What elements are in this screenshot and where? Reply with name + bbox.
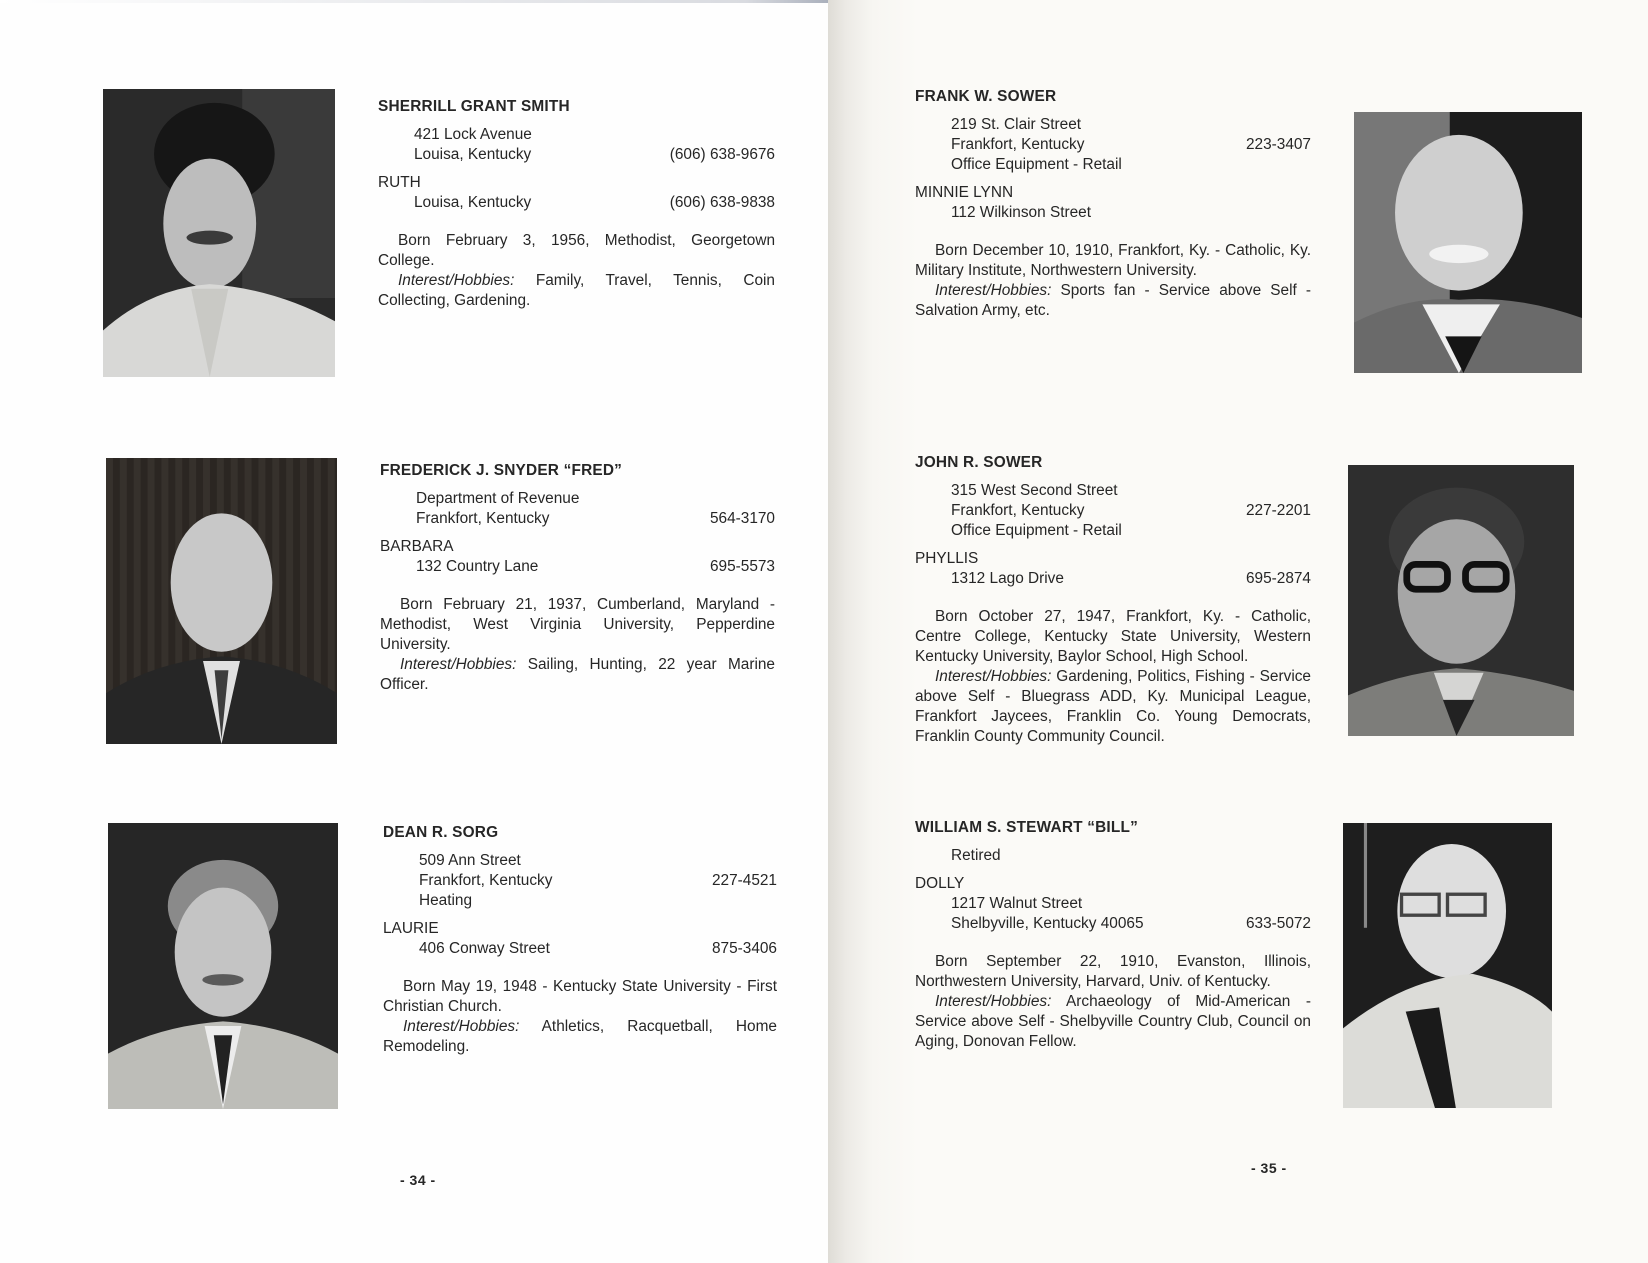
address-line [915,155,1311,175]
spouse-name: MINNIE LYNN [915,184,1014,201]
spouse-name: LAURIE [383,920,439,937]
spouse-name: DOLLY [915,875,965,892]
hobbies-text [915,667,1311,747]
born-text: Born October 27, 1947, Frankfort, Ky. - Catholic, Centre College, Kentucky State University, Western Kentucky University, Baylor School, High School. [915,608,1311,665]
address-line [378,145,775,165]
spouse-address-line [915,894,1311,914]
phone-number: 227-4521 [711,872,777,889]
address-text: Heating [419,892,473,909]
hobbies-label: Interest/Hobbies: [935,668,1052,685]
phone-number: 227-2201 [1245,502,1311,519]
address-text: Office Equipment - Retail [951,522,1122,539]
hobbies-text [915,281,1311,321]
biography [380,595,775,695]
address-line [383,851,777,871]
address-text: Retired [951,847,1001,864]
address-text: Office Equipment - Retail [951,156,1122,173]
address-text: 421 Lock Avenue [414,126,532,143]
spouse-address-line [915,914,1311,934]
hobbies-text [383,1017,777,1057]
address-text: 509 Ann Street [419,852,521,869]
phone-number: (606) 638-9838 [669,194,775,211]
spouse-address-line [378,193,775,213]
phone-number: 875-3406 [711,940,777,957]
address-text: Louisa, Kentucky [414,194,532,211]
address-line [378,125,775,145]
biography [915,607,1311,747]
hobbies-text [380,655,775,695]
biography [383,977,777,1057]
hobbies-label: Interest/Hobbies: [935,282,1052,299]
address-line [915,115,1311,135]
portrait-photo [103,89,335,377]
address-text: Shelbyville, Kentucky 40065 [951,915,1144,932]
phone-number: 564-3170 [709,510,775,527]
member-name: FRANK W. SOWER [915,88,1057,105]
address-line [915,846,1311,866]
phone-number: (606) 638-9676 [669,146,775,163]
directory-entry [380,461,775,695]
portrait-photo [106,458,337,744]
address-line [380,489,775,509]
hobbies-value: Gardening, Politics, Fishing - Service above Self - Bluegrass ADD, Ky. Municipal League, Frankfort Jaycees, Franklin Co. Young Democrats, Franklin County Community Council. [915,668,1311,745]
member-name: FREDERICK J. SNYDER “FRED” [380,462,623,479]
address-text: Frankfort, Kentucky [951,136,1085,153]
spouse-address-line [915,569,1311,589]
address-text: Frankfort, Kentucky [419,872,553,889]
biography [915,952,1311,1052]
address-text: 219 St. Clair Street [951,116,1082,133]
hobbies-text [378,271,775,311]
address-line [915,521,1311,541]
hobbies-label: Interest/Hobbies: [403,1018,520,1035]
phone-number: 633-5072 [1245,915,1311,932]
directory-entry [915,453,1311,747]
directory-entry [915,87,1311,321]
biography [378,231,775,311]
address-line [380,509,775,529]
address-line [915,135,1311,155]
page-number: - 34 - [400,1172,436,1188]
biography [915,241,1311,321]
address-text: 1312 Lago Drive [951,570,1064,587]
address-text: Frankfort, Kentucky [951,502,1085,519]
member-name: WILLIAM S. STEWART “BILL” [915,819,1139,836]
phone-number: 695-2874 [1245,570,1311,587]
member-name: JOHN R. SOWER [915,454,1043,471]
spouse-name: RUTH [378,174,421,191]
address-text: 315 West Second Street [951,482,1118,499]
address-line [383,891,777,911]
address-text: 132 Country Lane [416,558,539,575]
address-text: Louisa, Kentucky [414,146,532,163]
address-text: 406 Conway Street [419,940,550,957]
page-edge [0,0,828,3]
member-name: DEAN R. SORG [383,824,499,841]
spouse-address-line [915,203,1311,223]
hobbies-value: Archaeology of Mid-American - Service above Self - Shelbyville Country Club, Council on Aging, Donovan Fellow. [915,993,1311,1050]
portrait-photo [1354,112,1582,373]
address-text: 112 Wilkinson Street [951,204,1092,221]
spouse-address-line [380,557,775,577]
address-text: 1217 Walnut Street [951,895,1083,912]
address-text: Frankfort, Kentucky [416,510,550,527]
directory-entry [378,97,775,311]
hobbies-label: Interest/Hobbies: [398,272,515,289]
born-text: Born December 10, 1910, Frankfort, Ky. - Catholic, Ky. Military Institute, Northwestern University. [915,242,1311,279]
hobbies-value: Sports fan - Service above Self - Salvation Army, etc. [915,282,1311,319]
address-line [915,501,1311,521]
portrait-photo [1348,465,1574,736]
born-text: Born February 21, 1937, Cumberland, Maryland - Methodist, West Virginia University, Pepperdine University. [380,596,775,653]
hobbies-value: Athletics, Racquetball, Home Remodeling. [383,1018,777,1055]
hobbies-text [915,992,1311,1052]
hobbies-label: Interest/Hobbies: [935,993,1052,1010]
hobbies-label: Interest/Hobbies: [400,656,517,673]
hobbies-value: Family, Travel, Tennis, Coin Collecting, Gardening. [378,272,775,309]
phone-number: 223-3407 [1245,136,1311,153]
member-name: SHERRILL GRANT SMITH [378,98,570,115]
hobbies-value: Sailing, Hunting, 22 year Marine Officer. [380,656,775,693]
born-text: Born May 19, 1948 - Kentucky State University - First Christian Church. [383,978,777,1015]
born-text: Born September 22, 1910, Evanston, Illinois, Northwestern University, Harvard, Univ. of Kentucky. [915,953,1311,990]
right-page [828,0,1648,1263]
born-text: Born February 3, 1956, Methodist, Georgetown College. [378,232,775,269]
address-line [915,481,1311,501]
directory-entry [915,818,1311,1052]
portrait-photo [1343,823,1552,1108]
address-text: Department of Revenue [416,490,580,507]
portrait-photo [108,823,338,1109]
directory-entry [383,823,777,1057]
address-line [383,871,777,891]
spouse-name: PHYLLIS [915,550,979,567]
spouse-name: BARBARA [380,538,454,555]
page-number: - 35 - [1251,1160,1287,1176]
phone-number: 695-5573 [709,558,775,575]
spouse-address-line [383,939,777,959]
